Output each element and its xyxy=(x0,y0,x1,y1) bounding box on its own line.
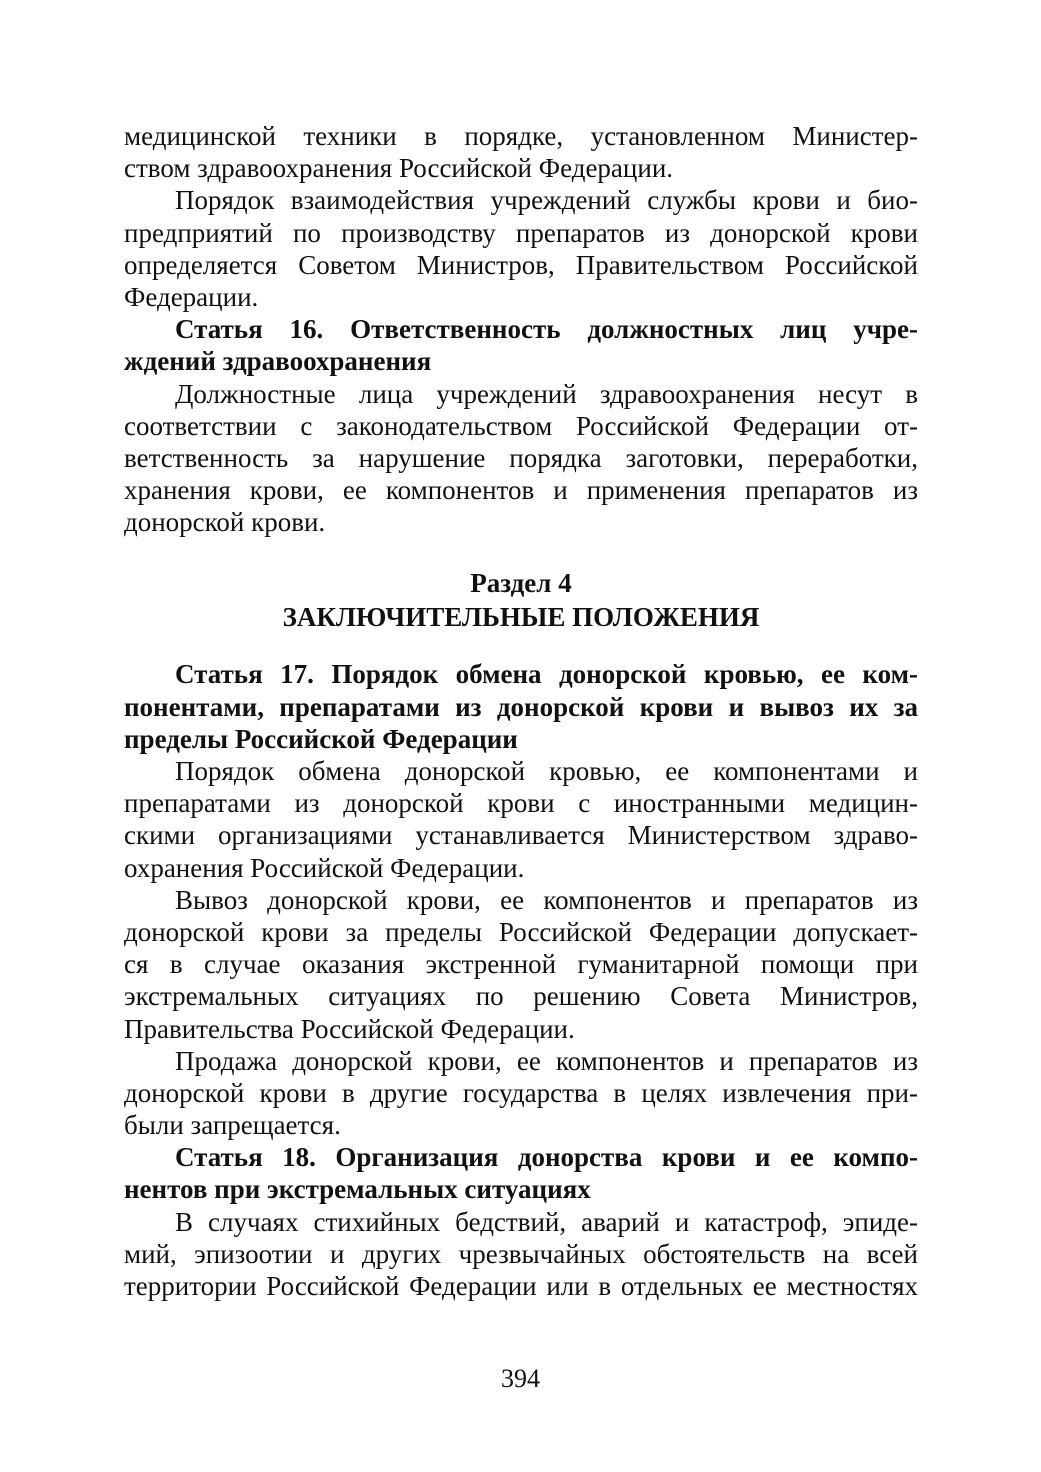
section-title: ЗАКЛЮЧИТЕЛЬНЫЕ ПОЛОЖЕНИЯ xyxy=(282,602,760,633)
text-line: Порядок взаимодействия учреждений службы крови и био- xyxy=(175,185,918,216)
text-line: Должностные лица учреждений здравоохранения несут в xyxy=(175,378,918,409)
text-line: территории Российской Федерации или в отдельных ее местностях xyxy=(124,1271,918,1301)
text-line: определяется Советом Министров, Правительством Российской xyxy=(124,249,918,280)
paragraph xyxy=(124,120,918,184)
text-line: Федерации. xyxy=(124,281,259,312)
text-line: Правительства Российской Федерации. xyxy=(124,1013,575,1044)
text-line: В случаях стихийных бедствий, аварий и катастроф, эпиде- xyxy=(175,1206,918,1237)
text-line: ся в случае оказания экстренной гуманитарной помощи при xyxy=(124,949,918,980)
paragraph xyxy=(124,884,918,1045)
paragraph xyxy=(124,755,918,884)
text-line: соответствии с законодательством Российской Федерации от- xyxy=(124,410,918,441)
text-line: нентов при экстремальных ситуациях xyxy=(124,1174,591,1205)
text-line: экстремальных ситуациях по решению Совета Министров, xyxy=(124,981,918,1012)
text-line: ством здравоохранения Российской Федерации. xyxy=(124,153,674,184)
text-line: медицинской техники в порядке, установленном Министер- xyxy=(124,121,918,151)
article-heading xyxy=(124,658,918,755)
text-line: донорской крови. xyxy=(124,507,326,538)
text-line: донорской крови в другие государства в целях извлечения при- xyxy=(124,1077,918,1108)
section-number: Раздел 4 xyxy=(470,568,572,599)
page-number: 394 xyxy=(501,1364,540,1393)
text-line: Продажа донорской крови, ее компонентов и препаратов из xyxy=(175,1045,918,1076)
text-line: были запрещается. xyxy=(124,1110,341,1141)
article-heading xyxy=(124,1141,918,1205)
text-line: Статья 18. Организация донорства крови и ее компо- xyxy=(175,1142,918,1173)
text-line: предприятий по производству препаратов из донорской крови xyxy=(124,217,918,248)
text-line: скими организациями устанавливается Министерством здраво- xyxy=(124,820,918,851)
paragraph xyxy=(124,184,918,313)
text-line: ждений здравоохранения xyxy=(124,346,432,377)
paragraph xyxy=(124,378,918,539)
text-line: донорской крови за пределы Российской Федерации допускает- xyxy=(124,916,918,947)
text-line: Статья 16. Ответственность должностных лиц учре- xyxy=(175,314,918,345)
text-line: мий, эпизоотии и других чрезвычайных обстоятельств на всей xyxy=(124,1238,918,1269)
text-line: охранения Российской Федерации. xyxy=(124,852,525,883)
text-line: хранения крови, ее компонентов и применения препаратов из xyxy=(124,475,918,506)
page-body xyxy=(124,120,918,1302)
spacer xyxy=(124,538,918,566)
paragraph xyxy=(124,1045,918,1142)
text-line: пределы Российской Федерации xyxy=(124,723,518,754)
spacer xyxy=(124,634,918,658)
text-line: Вывоз донорской крови, ее компонентов и препаратов из xyxy=(175,884,918,915)
section-heading xyxy=(124,566,918,634)
text-line: Статья 17. Порядок обмена донорской кровью, ее ком- xyxy=(175,659,918,690)
text-line: понентами, препаратами из донорской крови и вывоз их за xyxy=(124,691,918,722)
text-line: ветственность за нарушение порядка заготовки, переработки, xyxy=(124,442,918,473)
text-line: препаратами из донорской крови с иностранными медицин- xyxy=(124,788,918,819)
paragraph xyxy=(124,1206,918,1303)
article-heading xyxy=(124,313,918,377)
text-line: Порядок обмена донорской кровью, ее компонентами и xyxy=(175,756,918,786)
